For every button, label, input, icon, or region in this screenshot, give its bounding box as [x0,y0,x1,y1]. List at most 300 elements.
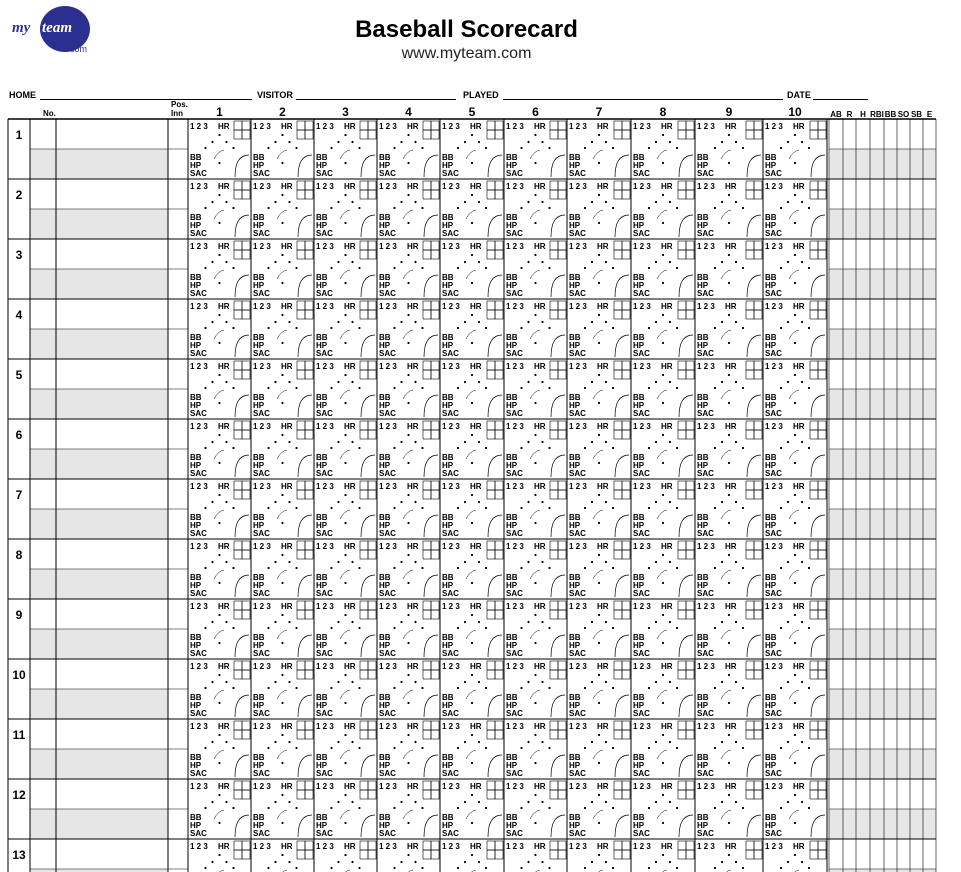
count-box[interactable] [242,490,250,499]
count-box[interactable] [810,721,818,730]
count-box[interactable] [487,250,495,259]
count-box[interactable] [810,790,818,799]
count-box[interactable] [678,250,686,259]
count-box[interactable] [810,181,818,190]
count-box[interactable] [810,601,818,610]
count-box[interactable] [686,601,694,610]
count-box[interactable] [686,670,694,679]
count-box[interactable] [305,850,313,859]
count-box[interactable] [360,670,368,679]
count-box[interactable] [360,490,368,499]
count-box[interactable] [360,730,368,739]
count-box[interactable] [297,370,305,379]
count-box[interactable] [818,370,826,379]
count-box[interactable] [746,370,754,379]
count-box[interactable] [622,730,630,739]
count-box[interactable] [368,481,376,490]
count-box[interactable] [487,661,495,670]
count-box[interactable] [810,610,818,619]
count-box[interactable] [368,601,376,610]
count-box[interactable] [360,121,368,130]
count-box[interactable] [423,301,431,310]
count-box[interactable] [678,490,686,499]
count-box[interactable] [550,361,558,370]
count-box[interactable] [818,481,826,490]
count-box[interactable] [368,610,376,619]
count-box[interactable] [754,361,762,370]
count-box[interactable] [818,781,826,790]
count-box[interactable] [746,541,754,550]
count-box[interactable] [622,310,630,319]
count-box[interactable] [297,310,305,319]
count-box[interactable] [746,301,754,310]
count-box[interactable] [622,121,630,130]
count-box[interactable] [810,781,818,790]
count-box[interactable] [686,361,694,370]
count-box[interactable] [242,121,250,130]
count-box[interactable] [431,121,439,130]
count-box[interactable] [423,370,431,379]
count-box[interactable] [622,370,630,379]
count-box[interactable] [242,430,250,439]
count-box[interactable] [818,790,826,799]
count-box[interactable] [746,361,754,370]
count-box[interactable] [550,661,558,670]
count-box[interactable] [810,121,818,130]
count-box[interactable] [487,310,495,319]
count-box[interactable] [754,241,762,250]
count-box[interactable] [550,421,558,430]
count-box[interactable] [487,790,495,799]
count-box[interactable] [622,250,630,259]
count-box[interactable] [495,181,503,190]
count-box[interactable] [368,850,376,859]
count-box[interactable] [678,670,686,679]
count-box[interactable] [487,781,495,790]
count-box[interactable] [558,241,566,250]
count-box[interactable] [550,781,558,790]
count-box[interactable] [234,610,242,619]
count-box[interactable] [818,301,826,310]
count-box[interactable] [242,601,250,610]
count-box[interactable] [754,301,762,310]
count-box[interactable] [242,190,250,199]
count-box[interactable] [305,841,313,850]
count-box[interactable] [550,241,558,250]
count-box[interactable] [746,190,754,199]
count-box[interactable] [686,661,694,670]
count-box[interactable] [368,541,376,550]
count-box[interactable] [686,181,694,190]
count-box[interactable] [368,421,376,430]
count-box[interactable] [495,541,503,550]
count-box[interactable] [305,781,313,790]
count-box[interactable] [487,730,495,739]
count-box[interactable] [234,310,242,319]
count-box[interactable] [550,121,558,130]
count-box[interactable] [368,301,376,310]
count-box[interactable] [614,781,622,790]
count-box[interactable] [368,841,376,850]
count-box[interactable] [754,610,762,619]
count-box[interactable] [431,421,439,430]
count-box[interactable] [550,850,558,859]
count-box[interactable] [423,841,431,850]
count-box[interactable] [810,541,818,550]
count-box[interactable] [614,490,622,499]
count-box[interactable] [678,841,686,850]
count-box[interactable] [558,661,566,670]
count-box[interactable] [495,250,503,259]
count-box[interactable] [550,190,558,199]
count-box[interactable] [614,790,622,799]
count-box[interactable] [431,490,439,499]
count-box[interactable] [818,730,826,739]
count-box[interactable] [558,541,566,550]
count-box[interactable] [614,361,622,370]
count-box[interactable] [423,310,431,319]
count-box[interactable] [423,610,431,619]
count-box[interactable] [818,250,826,259]
count-box[interactable] [754,481,762,490]
count-box[interactable] [297,721,305,730]
count-box[interactable] [423,190,431,199]
count-box[interactable] [810,850,818,859]
count-box[interactable] [431,841,439,850]
count-box[interactable] [305,481,313,490]
count-box[interactable] [360,190,368,199]
count-box[interactable] [423,130,431,139]
count-box[interactable] [686,481,694,490]
count-box[interactable] [234,481,242,490]
count-box[interactable] [305,301,313,310]
count-box[interactable] [423,490,431,499]
count-box[interactable] [495,130,503,139]
count-box[interactable] [754,490,762,499]
count-box[interactable] [678,541,686,550]
count-box[interactable] [368,730,376,739]
count-box[interactable] [423,541,431,550]
count-box[interactable] [495,550,503,559]
count-box[interactable] [234,301,242,310]
count-box[interactable] [686,370,694,379]
count-box[interactable] [368,670,376,679]
count-box[interactable] [495,841,503,850]
count-box[interactable] [234,850,242,859]
count-box[interactable] [431,781,439,790]
count-box[interactable] [495,610,503,619]
count-box[interactable] [678,430,686,439]
count-box[interactable] [487,421,495,430]
count-box[interactable] [360,841,368,850]
count-box[interactable] [368,181,376,190]
count-box[interactable] [368,781,376,790]
count-box[interactable] [495,661,503,670]
count-box[interactable] [622,841,630,850]
count-box[interactable] [810,421,818,430]
count-box[interactable] [614,661,622,670]
count-box[interactable] [550,670,558,679]
count-box[interactable] [686,730,694,739]
count-box[interactable] [495,301,503,310]
count-box[interactable] [550,601,558,610]
count-box[interactable] [754,370,762,379]
count-box[interactable] [360,610,368,619]
count-box[interactable] [686,301,694,310]
count-box[interactable] [431,190,439,199]
count-box[interactable] [234,181,242,190]
count-box[interactable] [487,370,495,379]
count-box[interactable] [550,181,558,190]
count-box[interactable] [754,541,762,550]
count-box[interactable] [754,790,762,799]
count-box[interactable] [754,841,762,850]
count-box[interactable] [360,550,368,559]
count-box[interactable] [495,721,503,730]
count-box[interactable] [297,610,305,619]
count-box[interactable] [614,121,622,130]
count-box[interactable] [297,790,305,799]
count-box[interactable] [558,730,566,739]
count-box[interactable] [495,481,503,490]
count-box[interactable] [242,250,250,259]
count-box[interactable] [746,790,754,799]
count-box[interactable] [431,430,439,439]
count-box[interactable] [297,250,305,259]
count-box[interactable] [818,130,826,139]
count-box[interactable] [234,241,242,250]
count-box[interactable] [558,850,566,859]
count-box[interactable] [487,721,495,730]
count-box[interactable] [746,481,754,490]
count-box[interactable] [242,730,250,739]
count-box[interactable] [550,490,558,499]
count-box[interactable] [818,430,826,439]
count-box[interactable] [368,721,376,730]
count-box[interactable] [305,421,313,430]
count-box[interactable] [297,361,305,370]
count-box[interactable] [423,721,431,730]
count-box[interactable] [754,421,762,430]
count-box[interactable] [558,250,566,259]
count-box[interactable] [686,541,694,550]
count-box[interactable] [678,301,686,310]
count-box[interactable] [558,841,566,850]
count-box[interactable] [686,610,694,619]
count-box[interactable] [818,550,826,559]
count-box[interactable] [746,430,754,439]
count-box[interactable] [297,850,305,859]
count-box[interactable] [622,721,630,730]
count-box[interactable] [431,250,439,259]
count-box[interactable] [360,181,368,190]
count-box[interactable] [431,301,439,310]
count-box[interactable] [746,721,754,730]
count-box[interactable] [746,490,754,499]
count-box[interactable] [818,121,826,130]
count-box[interactable] [360,250,368,259]
count-box[interactable] [360,421,368,430]
count-box[interactable] [368,370,376,379]
count-box[interactable] [614,130,622,139]
count-box[interactable] [360,781,368,790]
count-box[interactable] [686,850,694,859]
count-box[interactable] [746,670,754,679]
count-box[interactable] [678,850,686,859]
count-box[interactable] [686,250,694,259]
count-box[interactable] [242,841,250,850]
count-box[interactable] [754,310,762,319]
count-box[interactable] [234,550,242,559]
count-box[interactable] [297,481,305,490]
count-box[interactable] [810,301,818,310]
count-box[interactable] [686,490,694,499]
count-box[interactable] [754,121,762,130]
count-box[interactable] [242,181,250,190]
count-box[interactable] [810,430,818,439]
count-box[interactable] [360,661,368,670]
count-box[interactable] [431,850,439,859]
count-box[interactable] [431,721,439,730]
count-box[interactable] [234,721,242,730]
count-box[interactable] [818,421,826,430]
count-box[interactable] [550,541,558,550]
count-box[interactable] [368,130,376,139]
count-box[interactable] [754,670,762,679]
count-box[interactable] [558,550,566,559]
count-box[interactable] [550,550,558,559]
count-box[interactable] [614,721,622,730]
count-box[interactable] [234,661,242,670]
count-box[interactable] [818,610,826,619]
count-box[interactable] [686,130,694,139]
count-box[interactable] [305,670,313,679]
count-box[interactable] [686,550,694,559]
count-box[interactable] [678,310,686,319]
count-box[interactable] [431,550,439,559]
count-box[interactable] [242,481,250,490]
count-box[interactable] [818,661,826,670]
count-box[interactable] [622,430,630,439]
count-box[interactable] [305,241,313,250]
count-box[interactable] [686,781,694,790]
count-box[interactable] [487,550,495,559]
count-box[interactable] [614,190,622,199]
count-box[interactable] [754,781,762,790]
count-box[interactable] [678,610,686,619]
count-box[interactable] [678,361,686,370]
count-box[interactable] [558,481,566,490]
count-box[interactable] [622,241,630,250]
count-box[interactable] [487,121,495,130]
count-box[interactable] [360,361,368,370]
count-box[interactable] [746,661,754,670]
count-box[interactable] [622,190,630,199]
count-box[interactable] [368,790,376,799]
count-box[interactable] [678,661,686,670]
count-box[interactable] [495,490,503,499]
count-box[interactable] [423,421,431,430]
count-box[interactable] [305,610,313,619]
count-box[interactable] [297,190,305,199]
count-box[interactable] [754,181,762,190]
count-box[interactable] [558,421,566,430]
count-box[interactable] [423,670,431,679]
count-box[interactable] [234,250,242,259]
count-box[interactable] [614,181,622,190]
count-box[interactable] [818,190,826,199]
count-box[interactable] [558,130,566,139]
count-box[interactable] [305,370,313,379]
count-box[interactable] [431,601,439,610]
count-box[interactable] [234,490,242,499]
count-box[interactable] [487,430,495,439]
count-box[interactable] [550,790,558,799]
count-box[interactable] [242,781,250,790]
count-box[interactable] [368,250,376,259]
count-box[interactable] [368,661,376,670]
count-box[interactable] [305,541,313,550]
count-box[interactable] [678,130,686,139]
count-box[interactable] [818,241,826,250]
count-box[interactable] [622,481,630,490]
count-box[interactable] [754,250,762,259]
count-box[interactable] [495,601,503,610]
count-box[interactable] [678,481,686,490]
count-box[interactable] [686,310,694,319]
count-box[interactable] [305,190,313,199]
count-box[interactable] [614,301,622,310]
count-box[interactable] [305,550,313,559]
count-box[interactable] [297,130,305,139]
count-box[interactable] [550,310,558,319]
count-box[interactable] [614,610,622,619]
count-box[interactable] [558,181,566,190]
count-box[interactable] [487,130,495,139]
count-box[interactable] [550,301,558,310]
count-box[interactable] [746,550,754,559]
count-box[interactable] [305,181,313,190]
count-box[interactable] [242,421,250,430]
count-box[interactable] [678,241,686,250]
count-box[interactable] [368,190,376,199]
count-box[interactable] [297,730,305,739]
count-box[interactable] [242,310,250,319]
count-box[interactable] [423,601,431,610]
count-box[interactable] [622,361,630,370]
count-box[interactable] [678,370,686,379]
count-box[interactable] [305,661,313,670]
count-box[interactable] [550,481,558,490]
count-box[interactable] [686,430,694,439]
count-box[interactable] [423,121,431,130]
count-box[interactable] [360,301,368,310]
count-box[interactable] [818,601,826,610]
count-box[interactable] [297,430,305,439]
count-box[interactable] [678,550,686,559]
count-box[interactable] [234,601,242,610]
count-box[interactable] [810,490,818,499]
count-box[interactable] [234,781,242,790]
count-box[interactable] [622,670,630,679]
count-box[interactable] [810,841,818,850]
count-box[interactable] [614,601,622,610]
count-box[interactable] [550,250,558,259]
count-box[interactable] [495,121,503,130]
count-box[interactable] [242,790,250,799]
count-box[interactable] [297,601,305,610]
count-box[interactable] [622,301,630,310]
